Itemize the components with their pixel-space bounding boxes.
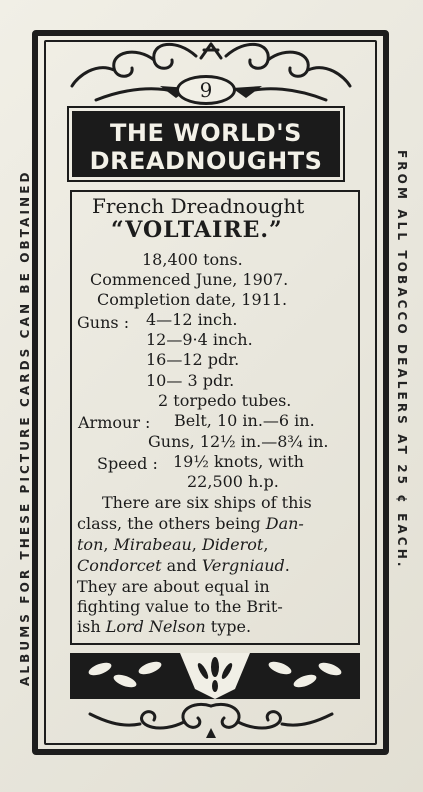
armour-belt: Belt, 10 in.—6 in. <box>174 411 315 430</box>
paragraph-line: ish Lord Nelson type. <box>77 617 252 636</box>
completion-date: Completion date, 1911. <box>97 290 288 309</box>
horsepower: 22,500 h.p. <box>187 472 279 491</box>
title-line-1: THE WORLD'S <box>110 119 302 147</box>
gun-item: 10— 3 pdr. <box>146 371 235 390</box>
paragraph-line: There are six ships of this <box>102 493 312 512</box>
ship-name: “VOLTAIRE.” <box>111 217 283 243</box>
gun-item: 2 torpedo tubes. <box>158 391 292 410</box>
paragraph-line: They are about equal in <box>77 577 270 596</box>
gun-item: 16—12 pdr. <box>146 350 240 369</box>
paragraph-line: fighting value to the Brit- <box>77 597 283 616</box>
paragraph-line: ton, Mirabeau, Diderot, <box>77 535 269 554</box>
title-banner <box>72 111 340 177</box>
armour-guns: Guns, 12½ in.—8¾ in. <box>148 432 329 451</box>
gun-item: 4—12 inch. <box>146 310 238 329</box>
leaf-ornament <box>70 653 360 699</box>
card-number: 9 <box>176 75 236 105</box>
side-text-dealers: FROM ALL TOBACCO DEALERS AT 25 ¢ EACH. <box>395 150 409 570</box>
paragraph-line: Condorcet and Vergniaud. <box>77 556 290 575</box>
tonnage: 18,400 tons. <box>142 250 243 269</box>
armour-label: Armour : <box>78 413 151 432</box>
bottom-scroll-ornament <box>80 700 342 742</box>
gun-item: 12—9·4 inch. <box>146 330 253 349</box>
side-text-albums: ALBUMS FOR THESE PICTURE CARDS CAN BE OBTAINED <box>18 169 32 686</box>
commenced-date: Commenced June, 1907. <box>90 270 289 289</box>
title-line-2: DREADNOUGHTS <box>89 147 323 175</box>
speed-label: Speed : <box>97 454 158 473</box>
speed-value: 19½ knots, with <box>173 452 304 471</box>
heading: French Dreadnought <box>92 194 305 218</box>
paragraph-line: class, the others being Dan- <box>77 514 304 533</box>
guns-label: Guns : <box>77 313 130 332</box>
